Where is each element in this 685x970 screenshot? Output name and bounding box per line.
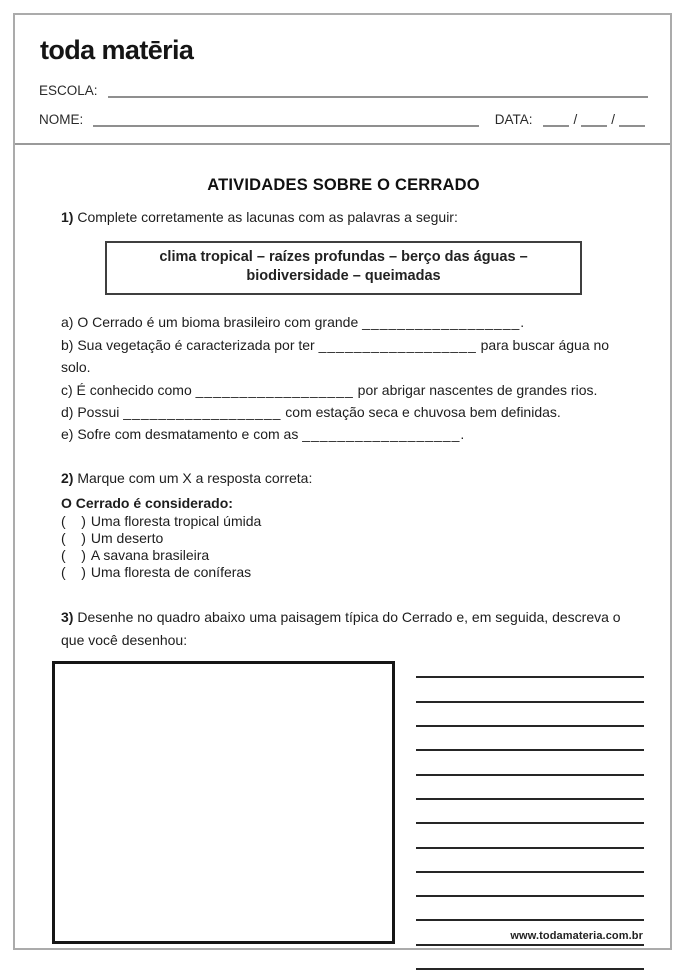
option-row-4 [61,564,626,581]
question-3-answer-area [52,661,626,970]
word-bank-line-1: clima tropical – raízes profundas – berço das águas – [159,249,528,266]
question-1-number: 1) [61,209,74,225]
school-field-row [39,83,648,98]
name-write-line [93,112,478,127]
question-2 [61,467,626,581]
writing-line [416,824,644,848]
date-month-line [581,112,607,127]
option-label-4: Uma floresta de coníferas [90,563,252,580]
footer-website: www.todamateria.com.br [510,930,643,942]
date-field-group [495,112,648,127]
writing-line [416,946,644,970]
fill-in-item-d [61,401,626,423]
question-1-prompt [61,206,626,228]
page-border-frame [13,13,672,950]
date-separator: / [573,112,578,127]
question-2-prompt [61,467,626,489]
item-b-text: b) Sua vegetação é caracterizada por ter [61,336,319,353]
question-3-number: 3) [61,609,74,626]
item-a-blank: __________________ [362,314,521,331]
question-3-text: Desenhe no quadro abaixo uma paisagem típica do Cerrado e, em seguida, descreva o que você desenhou: [61,609,621,649]
checkbox-parens: ( ) [61,546,86,563]
date-separator: / [611,112,615,127]
option-label-1: Uma floresta tropical úmida [90,513,262,530]
fill-in-item-b [61,334,626,379]
question-2-number: 2) [61,469,74,486]
writing-line [416,727,644,751]
word-bank-box [105,241,582,295]
question-1-text: Complete corretamente as lacunas com as palavras a seguir: [73,209,458,225]
option-row-3 [61,547,626,564]
writing-line [416,661,644,678]
item-c-text: c) É conhecido como [61,381,196,398]
item-a-tail: . [520,314,525,331]
date-day-line [543,112,569,127]
checkbox-parens: ( ) [61,513,86,530]
writing-line [416,873,644,897]
option-label-2: Um deserto [90,530,164,547]
checkbox-parens: ( ) [61,530,86,547]
writing-line [416,703,644,727]
date-year-line [619,112,645,127]
item-d-text: d) Possui [61,404,124,421]
fill-in-item-a [61,311,626,333]
name-label: NOME: [39,112,84,127]
fill-in-item-e [61,423,626,445]
item-a-text: a) O Cerrado é um bioma brasileiro com grande [61,314,363,331]
writing-line [416,849,644,873]
item-c-blank: __________________ [195,381,354,398]
item-b-blank: __________________ [318,336,477,353]
item-b-tail: para buscar água no solo. [61,336,610,376]
drawing-box [52,661,395,944]
word-bank-line-2: biodiversidade – queimadas [246,268,441,285]
item-d-tail: com estação seca e chuvosa bem definidas. [281,404,561,421]
writing-lines [416,661,644,970]
writing-line [416,776,644,800]
item-e-blank: __________________ [302,426,461,443]
option-label-3: A savana brasileira [90,546,210,563]
question-2-text: Marque com um X a resposta correta: [73,469,313,486]
school-label: ESCOLA: [39,83,98,98]
item-e-tail: . [460,426,465,443]
date-label: DATA: [494,112,533,127]
writing-line [416,678,644,702]
option-row-1 [61,513,626,530]
writing-line [416,800,644,824]
fill-in-items [61,311,626,445]
name-field-row [39,112,648,127]
checkbox-parens: ( ) [61,563,86,580]
option-row-2 [61,530,626,547]
worksheet-body [15,176,670,970]
question-3-prompt [61,606,623,652]
item-e-text: e) Sofre com desmatamento e com as [61,426,303,443]
fill-in-item-c [61,379,626,401]
worksheet-title: ATIVIDADES SOBRE O CERRADO [207,176,480,194]
item-d-blank: __________________ [123,404,282,421]
school-write-line [108,83,648,98]
item-c-tail: por abrigar nascentes de grandes rios. [353,381,598,398]
header [15,15,670,145]
writing-line [416,751,644,775]
writing-line [416,897,644,921]
brand-logo: toda matēria [40,35,194,65]
question-2-subheading: O Cerrado é considerado: [61,495,233,512]
